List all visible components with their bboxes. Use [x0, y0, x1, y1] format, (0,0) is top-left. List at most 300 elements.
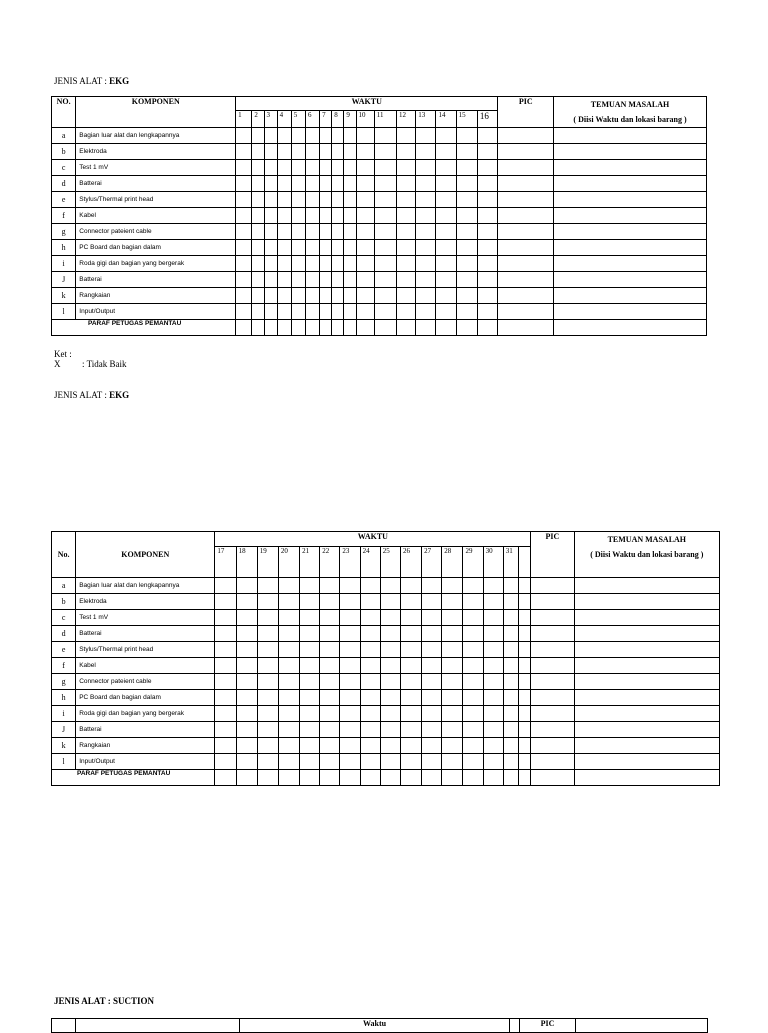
check-cell[interactable] — [320, 706, 340, 722]
check-cell[interactable] — [215, 674, 236, 690]
check-cell[interactable] — [456, 240, 477, 256]
check-cell[interactable] — [356, 160, 374, 176]
check-cell[interactable] — [291, 288, 305, 304]
check-cell[interactable] — [518, 642, 530, 658]
check-cell[interactable] — [278, 594, 299, 610]
check-cell[interactable] — [332, 240, 344, 256]
check-cell[interactable] — [356, 288, 374, 304]
check-cell[interactable] — [320, 610, 340, 626]
check-cell[interactable] — [463, 578, 483, 594]
check-cell[interactable] — [264, 240, 277, 256]
check-cell[interactable] — [380, 642, 400, 658]
check-cell[interactable] — [332, 256, 344, 272]
paraf-cell[interactable] — [456, 320, 477, 336]
check-cell[interactable] — [356, 304, 374, 320]
paraf-cell[interactable] — [416, 320, 436, 336]
check-cell[interactable] — [320, 192, 332, 208]
check-cell[interactable] — [340, 626, 360, 642]
check-cell[interactable] — [291, 256, 305, 272]
check-cell[interactable] — [300, 578, 320, 594]
check-cell[interactable] — [518, 738, 530, 754]
check-cell[interactable] — [278, 722, 299, 738]
check-cell[interactable] — [396, 208, 415, 224]
check-cell[interactable] — [277, 160, 291, 176]
check-cell[interactable] — [215, 594, 236, 610]
check-cell[interactable] — [380, 578, 400, 594]
check-cell[interactable] — [436, 240, 456, 256]
check-cell[interactable] — [356, 224, 374, 240]
check-cell[interactable] — [340, 722, 360, 738]
check-cell[interactable] — [380, 594, 400, 610]
check-cell[interactable] — [463, 722, 483, 738]
check-cell[interactable] — [477, 304, 497, 320]
check-cell[interactable] — [300, 658, 320, 674]
check-cell[interactable] — [215, 738, 236, 754]
paraf-cell[interactable] — [374, 320, 396, 336]
paraf-cell[interactable] — [320, 320, 332, 336]
temuan-cell[interactable] — [554, 160, 707, 176]
check-cell[interactable] — [456, 208, 477, 224]
paraf-cell[interactable] — [320, 770, 340, 786]
check-cell[interactable] — [456, 160, 477, 176]
check-cell[interactable] — [442, 722, 463, 738]
check-cell[interactable] — [422, 658, 442, 674]
temuan-cell[interactable] — [574, 578, 719, 594]
temuan-cell[interactable] — [574, 642, 719, 658]
temuan-cell[interactable] — [574, 626, 719, 642]
pic-cell[interactable] — [531, 610, 574, 626]
check-cell[interactable] — [400, 754, 421, 770]
check-cell[interactable] — [252, 224, 264, 240]
check-cell[interactable] — [483, 610, 503, 626]
check-cell[interactable] — [264, 160, 277, 176]
pic-cell[interactable] — [531, 770, 574, 786]
check-cell[interactable] — [374, 272, 396, 288]
check-cell[interactable] — [236, 192, 252, 208]
check-cell[interactable] — [422, 674, 442, 690]
check-cell[interactable] — [380, 706, 400, 722]
check-cell[interactable] — [477, 208, 497, 224]
check-cell[interactable] — [416, 144, 436, 160]
check-cell[interactable] — [277, 192, 291, 208]
check-cell[interactable] — [442, 706, 463, 722]
check-cell[interactable] — [442, 674, 463, 690]
check-cell[interactable] — [380, 674, 400, 690]
check-cell[interactable] — [477, 144, 497, 160]
check-cell[interactable] — [374, 160, 396, 176]
check-cell[interactable] — [483, 594, 503, 610]
check-cell[interactable] — [356, 208, 374, 224]
check-cell[interactable] — [356, 128, 374, 144]
check-cell[interactable] — [257, 674, 278, 690]
paraf-cell[interactable] — [463, 770, 483, 786]
temuan-cell[interactable] — [574, 722, 719, 738]
check-cell[interactable] — [252, 176, 264, 192]
paraf-cell[interactable] — [278, 770, 299, 786]
check-cell[interactable] — [320, 578, 340, 594]
check-cell[interactable] — [291, 208, 305, 224]
check-cell[interactable] — [463, 610, 483, 626]
check-cell[interactable] — [400, 594, 421, 610]
check-cell[interactable] — [380, 690, 400, 706]
check-cell[interactable] — [277, 144, 291, 160]
check-cell[interactable] — [278, 658, 299, 674]
check-cell[interactable] — [278, 578, 299, 594]
check-cell[interactable] — [356, 272, 374, 288]
check-cell[interactable] — [503, 754, 518, 770]
paraf-cell[interactable] — [252, 320, 264, 336]
check-cell[interactable] — [442, 642, 463, 658]
check-cell[interactable] — [300, 706, 320, 722]
check-cell[interactable] — [236, 144, 252, 160]
check-cell[interactable] — [305, 224, 319, 240]
check-cell[interactable] — [380, 738, 400, 754]
temuan-cell[interactable] — [554, 224, 707, 240]
check-cell[interactable] — [436, 160, 456, 176]
pic-cell[interactable] — [531, 626, 574, 642]
check-cell[interactable] — [360, 594, 380, 610]
check-cell[interactable] — [278, 738, 299, 754]
check-cell[interactable] — [340, 578, 360, 594]
pic-cell[interactable] — [498, 128, 554, 144]
temuan-cell[interactable] — [554, 304, 707, 320]
check-cell[interactable] — [374, 176, 396, 192]
check-cell[interactable] — [320, 690, 340, 706]
check-cell[interactable] — [422, 626, 442, 642]
check-cell[interactable] — [305, 160, 319, 176]
check-cell[interactable] — [456, 272, 477, 288]
check-cell[interactable] — [277, 288, 291, 304]
check-cell[interactable] — [518, 754, 530, 770]
check-cell[interactable] — [442, 690, 463, 706]
check-cell[interactable] — [396, 224, 415, 240]
check-cell[interactable] — [422, 690, 442, 706]
check-cell[interactable] — [257, 738, 278, 754]
check-cell[interactable] — [518, 690, 530, 706]
check-cell[interactable] — [300, 690, 320, 706]
check-cell[interactable] — [252, 304, 264, 320]
check-cell[interactable] — [277, 256, 291, 272]
pic-cell[interactable] — [531, 658, 574, 674]
check-cell[interactable] — [396, 176, 415, 192]
check-cell[interactable] — [252, 192, 264, 208]
check-cell[interactable] — [436, 256, 456, 272]
check-cell[interactable] — [422, 578, 442, 594]
check-cell[interactable] — [518, 578, 530, 594]
check-cell[interactable] — [436, 304, 456, 320]
check-cell[interactable] — [442, 578, 463, 594]
check-cell[interactable] — [396, 256, 415, 272]
paraf-cell[interactable] — [380, 770, 400, 786]
check-cell[interactable] — [374, 304, 396, 320]
check-cell[interactable] — [344, 288, 356, 304]
check-cell[interactable] — [483, 578, 503, 594]
paraf-cell[interactable] — [422, 770, 442, 786]
check-cell[interactable] — [463, 706, 483, 722]
check-cell[interactable] — [400, 674, 421, 690]
paraf-cell[interactable] — [344, 320, 356, 336]
check-cell[interactable] — [344, 224, 356, 240]
check-cell[interactable] — [257, 658, 278, 674]
check-cell[interactable] — [320, 626, 340, 642]
check-cell[interactable] — [416, 240, 436, 256]
temuan-cell[interactable] — [574, 610, 719, 626]
check-cell[interactable] — [518, 658, 530, 674]
check-cell[interactable] — [340, 658, 360, 674]
temuan-cell[interactable] — [554, 240, 707, 256]
temuan-cell[interactable] — [554, 144, 707, 160]
check-cell[interactable] — [340, 674, 360, 690]
check-cell[interactable] — [360, 610, 380, 626]
check-cell[interactable] — [332, 224, 344, 240]
pic-cell[interactable] — [531, 690, 574, 706]
check-cell[interactable] — [236, 658, 257, 674]
check-cell[interactable] — [252, 272, 264, 288]
check-cell[interactable] — [305, 304, 319, 320]
check-cell[interactable] — [396, 144, 415, 160]
check-cell[interactable] — [257, 626, 278, 642]
check-cell[interactable] — [277, 272, 291, 288]
check-cell[interactable] — [278, 642, 299, 658]
check-cell[interactable] — [320, 722, 340, 738]
check-cell[interactable] — [416, 208, 436, 224]
temuan-cell[interactable] — [554, 288, 707, 304]
check-cell[interactable] — [264, 144, 277, 160]
temuan-cell[interactable] — [574, 738, 719, 754]
check-cell[interactable] — [340, 610, 360, 626]
paraf-cell[interactable] — [236, 320, 252, 336]
check-cell[interactable] — [360, 658, 380, 674]
temuan-cell[interactable] — [574, 706, 719, 722]
pic-cell[interactable] — [531, 578, 574, 594]
check-cell[interactable] — [264, 304, 277, 320]
check-cell[interactable] — [236, 304, 252, 320]
check-cell[interactable] — [416, 128, 436, 144]
check-cell[interactable] — [340, 690, 360, 706]
check-cell[interactable] — [320, 754, 340, 770]
check-cell[interactable] — [416, 192, 436, 208]
check-cell[interactable] — [320, 240, 332, 256]
check-cell[interactable] — [374, 288, 396, 304]
check-cell[interactable] — [374, 208, 396, 224]
check-cell[interactable] — [518, 674, 530, 690]
check-cell[interactable] — [300, 754, 320, 770]
check-cell[interactable] — [264, 224, 277, 240]
check-cell[interactable] — [360, 578, 380, 594]
check-cell[interactable] — [291, 304, 305, 320]
check-cell[interactable] — [436, 128, 456, 144]
check-cell[interactable] — [477, 128, 497, 144]
check-cell[interactable] — [374, 144, 396, 160]
check-cell[interactable] — [396, 192, 415, 208]
check-cell[interactable] — [320, 674, 340, 690]
check-cell[interactable] — [477, 288, 497, 304]
check-cell[interactable] — [422, 610, 442, 626]
check-cell[interactable] — [291, 240, 305, 256]
check-cell[interactable] — [477, 272, 497, 288]
check-cell[interactable] — [320, 272, 332, 288]
check-cell[interactable] — [277, 208, 291, 224]
check-cell[interactable] — [257, 610, 278, 626]
check-cell[interactable] — [320, 144, 332, 160]
check-cell[interactable] — [396, 128, 415, 144]
paraf-cell[interactable] — [360, 770, 380, 786]
check-cell[interactable] — [264, 288, 277, 304]
check-cell[interactable] — [236, 128, 252, 144]
check-cell[interactable] — [344, 128, 356, 144]
check-cell[interactable] — [277, 304, 291, 320]
pic-cell[interactable] — [498, 144, 554, 160]
pic-cell[interactable] — [498, 256, 554, 272]
check-cell[interactable] — [305, 272, 319, 288]
check-cell[interactable] — [332, 288, 344, 304]
pic-cell[interactable] — [498, 160, 554, 176]
check-cell[interactable] — [442, 658, 463, 674]
check-cell[interactable] — [344, 256, 356, 272]
check-cell[interactable] — [436, 176, 456, 192]
check-cell[interactable] — [320, 208, 332, 224]
pic-cell[interactable] — [498, 320, 554, 336]
paraf-cell[interactable] — [483, 770, 503, 786]
check-cell[interactable] — [356, 256, 374, 272]
check-cell[interactable] — [356, 144, 374, 160]
check-cell[interactable] — [344, 240, 356, 256]
check-cell[interactable] — [463, 658, 483, 674]
check-cell[interactable] — [320, 160, 332, 176]
temuan-cell[interactable] — [574, 594, 719, 610]
check-cell[interactable] — [236, 288, 252, 304]
check-cell[interactable] — [264, 256, 277, 272]
check-cell[interactable] — [291, 160, 305, 176]
check-cell[interactable] — [518, 626, 530, 642]
temuan-cell[interactable] — [554, 272, 707, 288]
check-cell[interactable] — [277, 224, 291, 240]
check-cell[interactable] — [463, 674, 483, 690]
check-cell[interactable] — [215, 578, 236, 594]
check-cell[interactable] — [503, 674, 518, 690]
check-cell[interactable] — [400, 722, 421, 738]
check-cell[interactable] — [422, 642, 442, 658]
check-cell[interactable] — [360, 642, 380, 658]
check-cell[interactable] — [215, 626, 236, 642]
check-cell[interactable] — [278, 706, 299, 722]
check-cell[interactable] — [236, 578, 257, 594]
check-cell[interactable] — [442, 738, 463, 754]
paraf-cell[interactable] — [291, 320, 305, 336]
check-cell[interactable] — [360, 626, 380, 642]
check-cell[interactable] — [400, 690, 421, 706]
check-cell[interactable] — [215, 658, 236, 674]
paraf-cell[interactable] — [503, 770, 518, 786]
pic-cell[interactable] — [531, 738, 574, 754]
check-cell[interactable] — [320, 288, 332, 304]
check-cell[interactable] — [340, 706, 360, 722]
check-cell[interactable] — [374, 128, 396, 144]
check-cell[interactable] — [277, 176, 291, 192]
check-cell[interactable] — [215, 722, 236, 738]
check-cell[interactable] — [236, 224, 252, 240]
check-cell[interactable] — [503, 738, 518, 754]
check-cell[interactable] — [264, 208, 277, 224]
check-cell[interactable] — [483, 690, 503, 706]
check-cell[interactable] — [396, 304, 415, 320]
check-cell[interactable] — [442, 754, 463, 770]
check-cell[interactable] — [477, 240, 497, 256]
check-cell[interactable] — [356, 176, 374, 192]
check-cell[interactable] — [278, 754, 299, 770]
paraf-cell[interactable] — [300, 770, 320, 786]
check-cell[interactable] — [278, 674, 299, 690]
paraf-cell[interactable] — [477, 320, 497, 336]
pic-cell[interactable] — [498, 192, 554, 208]
check-cell[interactable] — [215, 754, 236, 770]
check-cell[interactable] — [442, 626, 463, 642]
paraf-cell[interactable] — [277, 320, 291, 336]
paraf-cell[interactable] — [340, 770, 360, 786]
check-cell[interactable] — [416, 224, 436, 240]
paraf-cell[interactable] — [396, 320, 415, 336]
check-cell[interactable] — [305, 208, 319, 224]
check-cell[interactable] — [477, 224, 497, 240]
check-cell[interactable] — [360, 754, 380, 770]
pic-cell[interactable] — [498, 240, 554, 256]
check-cell[interactable] — [400, 658, 421, 674]
temuan-cell[interactable] — [554, 128, 707, 144]
check-cell[interactable] — [305, 144, 319, 160]
check-cell[interactable] — [291, 224, 305, 240]
check-cell[interactable] — [252, 128, 264, 144]
check-cell[interactable] — [236, 594, 257, 610]
check-cell[interactable] — [236, 240, 252, 256]
check-cell[interactable] — [436, 208, 456, 224]
paraf-cell[interactable] — [518, 770, 530, 786]
check-cell[interactable] — [436, 144, 456, 160]
check-cell[interactable] — [416, 288, 436, 304]
check-cell[interactable] — [278, 610, 299, 626]
check-cell[interactable] — [215, 706, 236, 722]
check-cell[interactable] — [360, 738, 380, 754]
check-cell[interactable] — [483, 722, 503, 738]
check-cell[interactable] — [320, 256, 332, 272]
check-cell[interactable] — [332, 128, 344, 144]
check-cell[interactable] — [422, 754, 442, 770]
check-cell[interactable] — [291, 192, 305, 208]
check-cell[interactable] — [305, 128, 319, 144]
check-cell[interactable] — [252, 208, 264, 224]
check-cell[interactable] — [483, 626, 503, 642]
pic-cell[interactable] — [498, 224, 554, 240]
check-cell[interactable] — [456, 288, 477, 304]
check-cell[interactable] — [320, 176, 332, 192]
temuan-cell[interactable] — [574, 690, 719, 706]
check-cell[interactable] — [264, 176, 277, 192]
check-cell[interactable] — [236, 272, 252, 288]
check-cell[interactable] — [344, 144, 356, 160]
check-cell[interactable] — [483, 642, 503, 658]
check-cell[interactable] — [518, 594, 530, 610]
check-cell[interactable] — [456, 256, 477, 272]
check-cell[interactable] — [332, 144, 344, 160]
check-cell[interactable] — [257, 642, 278, 658]
check-cell[interactable] — [291, 176, 305, 192]
check-cell[interactable] — [257, 706, 278, 722]
check-cell[interactable] — [252, 256, 264, 272]
check-cell[interactable] — [442, 610, 463, 626]
pic-cell[interactable] — [531, 706, 574, 722]
check-cell[interactable] — [277, 128, 291, 144]
check-cell[interactable] — [252, 144, 264, 160]
check-cell[interactable] — [503, 642, 518, 658]
